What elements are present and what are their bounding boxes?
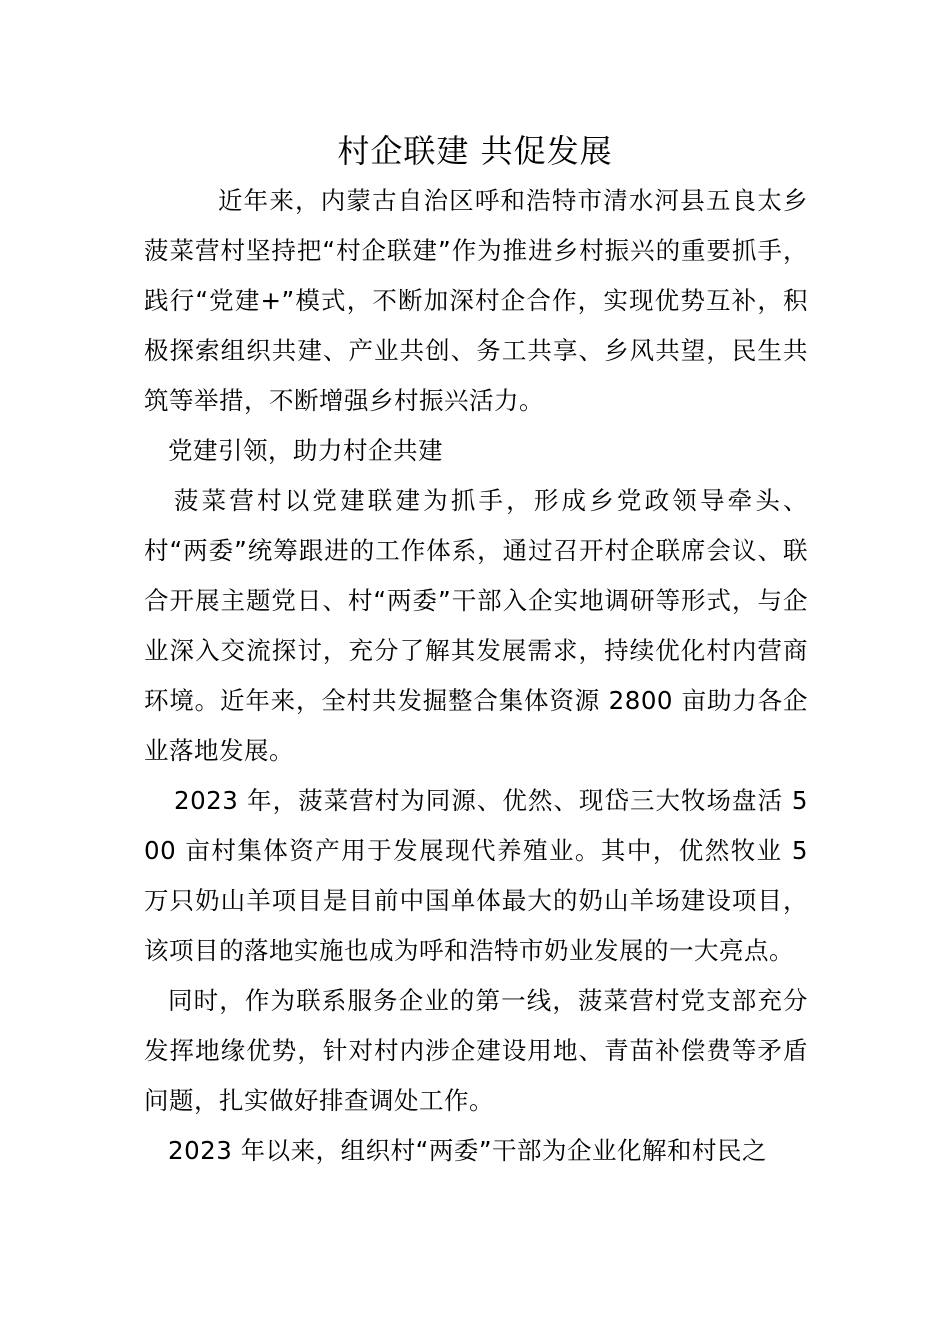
paragraph-party-building: 菠菜营村以党建联建为抓手，形成乡党政领导牵头、村“两委”统筹跟进的工作体系，通过召开村企联席会议、联合开展主题党日、村“两委”干部入企实地调研等形式，与企业深入交流探讨，充分了解其发展需求，持续优化村内营商环境。近年来，全村共发掘整合集体资源 2800 亩助力各企业落地发展。	[144, 486, 808, 765]
paragraph-frontline-service: 同时，作为联系服务企业的第一线，菠菜营村党支部充分发挥地缘优势，针对村内涉企建设用地、青苗补偿费等矛盾问题，扎实做好排查调处工作。	[144, 986, 808, 1115]
paragraph-since-2023: 2023 年以来，组织村“两委”干部为企业化解和村民之	[168, 1136, 768, 1165]
paragraph-intro: 近年来，内蒙古自治区呼和浩特市清水河县五良太乡菠菜营村坚持把“村企联建”作为推进乡村振兴的重要抓手，践行“党建+”模式，不断加深村企合作，实现优势互补，积极探索组织共建、产业共创、务工共享、乡风共望，民生共筑等举措，不断增强乡村振兴活力。	[144, 186, 808, 415]
paragraph-2023-ranches: 2023 年，菠菜营村为同源、优然、现岱三大牧场盘活 500 亩村集体资产用于发展现代养殖业。其中，优然牧业 5 万只奶山羊项目是目前中国单体最大的奶山羊场建设项目，该项目的落地实施也成为呼和浩特市奶业发展的一大亮点。	[144, 786, 808, 965]
section-heading: 党建引领，助力村企共建	[168, 436, 443, 465]
document-body	[144, 176, 808, 1176]
document-title: 村企联建 共促发展	[337, 132, 613, 170]
